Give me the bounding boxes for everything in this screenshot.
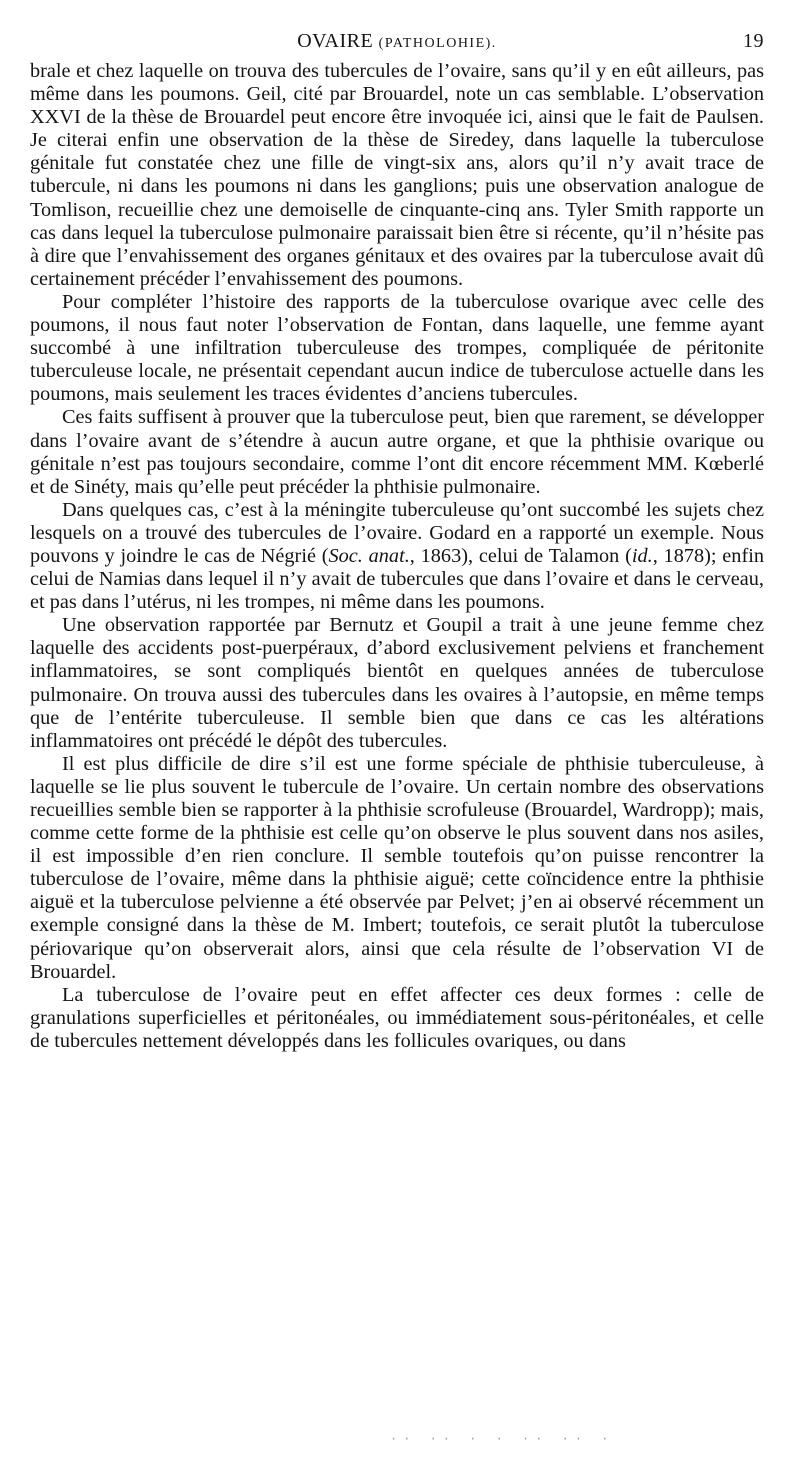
citation-soc-anat: Soc. anat. xyxy=(328,544,410,567)
paragraph-3: Ces faits suffisent à prouver que la tuberculose peut, bien que rarement, se développer dans l’ovaire avant de s’étendre à aucun autre organe, et que la phthisie ovarique ou génitale n’est pas toujours secondaire, comme l’ont dit encore récemment MM. Kœberlé et de Sinéty, mais qu’elle peut précéder la phthisie pulmonaire. xyxy=(30,406,764,498)
paragraph-4-part-2: , 1863), celui de Talamon ( xyxy=(409,544,632,567)
paragraph-4-part-3: , 1878); enfin celui de Namias dans lequel il n’y avait de tubercules que dans l’ovaire et dans le cerveau, et pas dans l’utérus, ni les trompes, ni même dans les poumons. xyxy=(30,544,764,614)
citation-id: id. xyxy=(631,544,653,567)
body-text xyxy=(30,60,764,1053)
paragraph-7: La tuberculose de l’ovaire peut en effet affecter ces deux formes : celle de granulations superficielles et péritonéales, ou immédiatement sous-péritonéales, et celle de tubercules nettement développés dans les follicules ovariques, ou dans xyxy=(30,983,764,1052)
scan-noise-dots: ·· ·· · · ·· ·· · xyxy=(390,1432,615,1446)
paragraph-4 xyxy=(30,499,764,614)
running-title xyxy=(30,30,764,53)
paragraph-6: Il est plus difficile de dire s’il est une forme spéciale de phthisie tuberculeuse, à laquelle se lie plus souvent le tubercule de l’ovaire. Un certain nombre des observations recueillies semble bien se rapporter à la phthisie scrofuleuse (Brouardel, Wardropp); mais, comme cette forme de la phthisie est celle qu’on observe le plus souvent dans nos asiles, il est impossible d’en rien conclure. Il semble toutefois qu’on puisse rencontrer la tuberculose de l’ovaire, même dans la phthisie aiguë; cette coïncidence entre la phthisie aiguë et la tuberculose pelvienne a été observée par Pelvet; j’en ai observé récemment un exemple consigné dans la thèse de M. Imbert; toutefois, ce serait plutôt la tuberculose périovarique qu’on observerait alors, ainsi que cela résulte de l’observation VI de Brouardel. xyxy=(30,752,764,983)
running-head xyxy=(30,28,764,60)
running-title-main: OVAIRE xyxy=(297,30,374,52)
document-page xyxy=(30,28,764,1053)
paragraph-4-part-1: Dans quelques cas, c’est à la méningite tuberculeuse qu’ont succombé les sujets chez lesquels on a trouvé des tubercules de l’ovaire. Godard en a rapporté un exemple. Nous pouvons y joindre le cas de Négrié ( xyxy=(30,498,764,567)
paragraph-2: Pour compléter l’histoire des rapports de la tuberculose ovarique avec celle des poumons, il nous faut noter l’observation de Fontan, dans laquelle, une femme ayant succombé à une infiltration tuberculeuse des trompes, compliquée de péritonite tuberculeuse locale, ne présentait cependant aucun indice de tuberculose actuelle dans les poumons, mais seulement les traces évidentes d’anciens tubercules. xyxy=(30,290,764,406)
paragraph-5: Une observation rapportée par Bernutz et Goupil a trait à une jeune femme chez laquelle des accidents post-puerpéraux, d’abord exclusivement pelviens et franchement inflammatoires, se sont compliqués bientôt en quelques années de tuberculose pulmonaire. On trouva aussi des tubercules dans les ovaires à l’autopsie, en même temps que de l’entérite tuberculeuse. Il semble bien que dans ce cas les altérations inflammatoires ont précédé le dépôt des tubercules. xyxy=(30,614,764,752)
paragraph-1: brale et chez laquelle on trouva des tubercules de l’ovaire, sans qu’il y en eût ailleurs, pas même dans les poumons. Geil, cité par Brouardel, note un cas semblable. L’observation XXVI de la thèse de Brouardel peut encore être invoquée ici, ainsi que le fait de Paulsen. Je citerai enfin une observation de la thèse de Siredey, dans laquelle la tuberculose génitale fut constatée chez une fille de vingt-six ans, alors qu’il n’y avait trace de tubercule, ni dans les poumons ni dans les ganglions; puis une observation analogue de Tomlison, recueillie chez une demoiselle de cinquante-cinq ans. Tyler Smith rapporte un cas dans lequel la tuberculose pulmonaire paraissait bien être si récente, qu’il n’hésite pas à dire que l’envahissement des organes génitaux et des ovaires par la tuberculose avait dû certainement précéder l’envahissement des poumons. xyxy=(30,60,764,290)
page-number: 19 xyxy=(743,30,764,52)
running-title-subtitle: (PATHOLOHIE). xyxy=(378,36,497,51)
